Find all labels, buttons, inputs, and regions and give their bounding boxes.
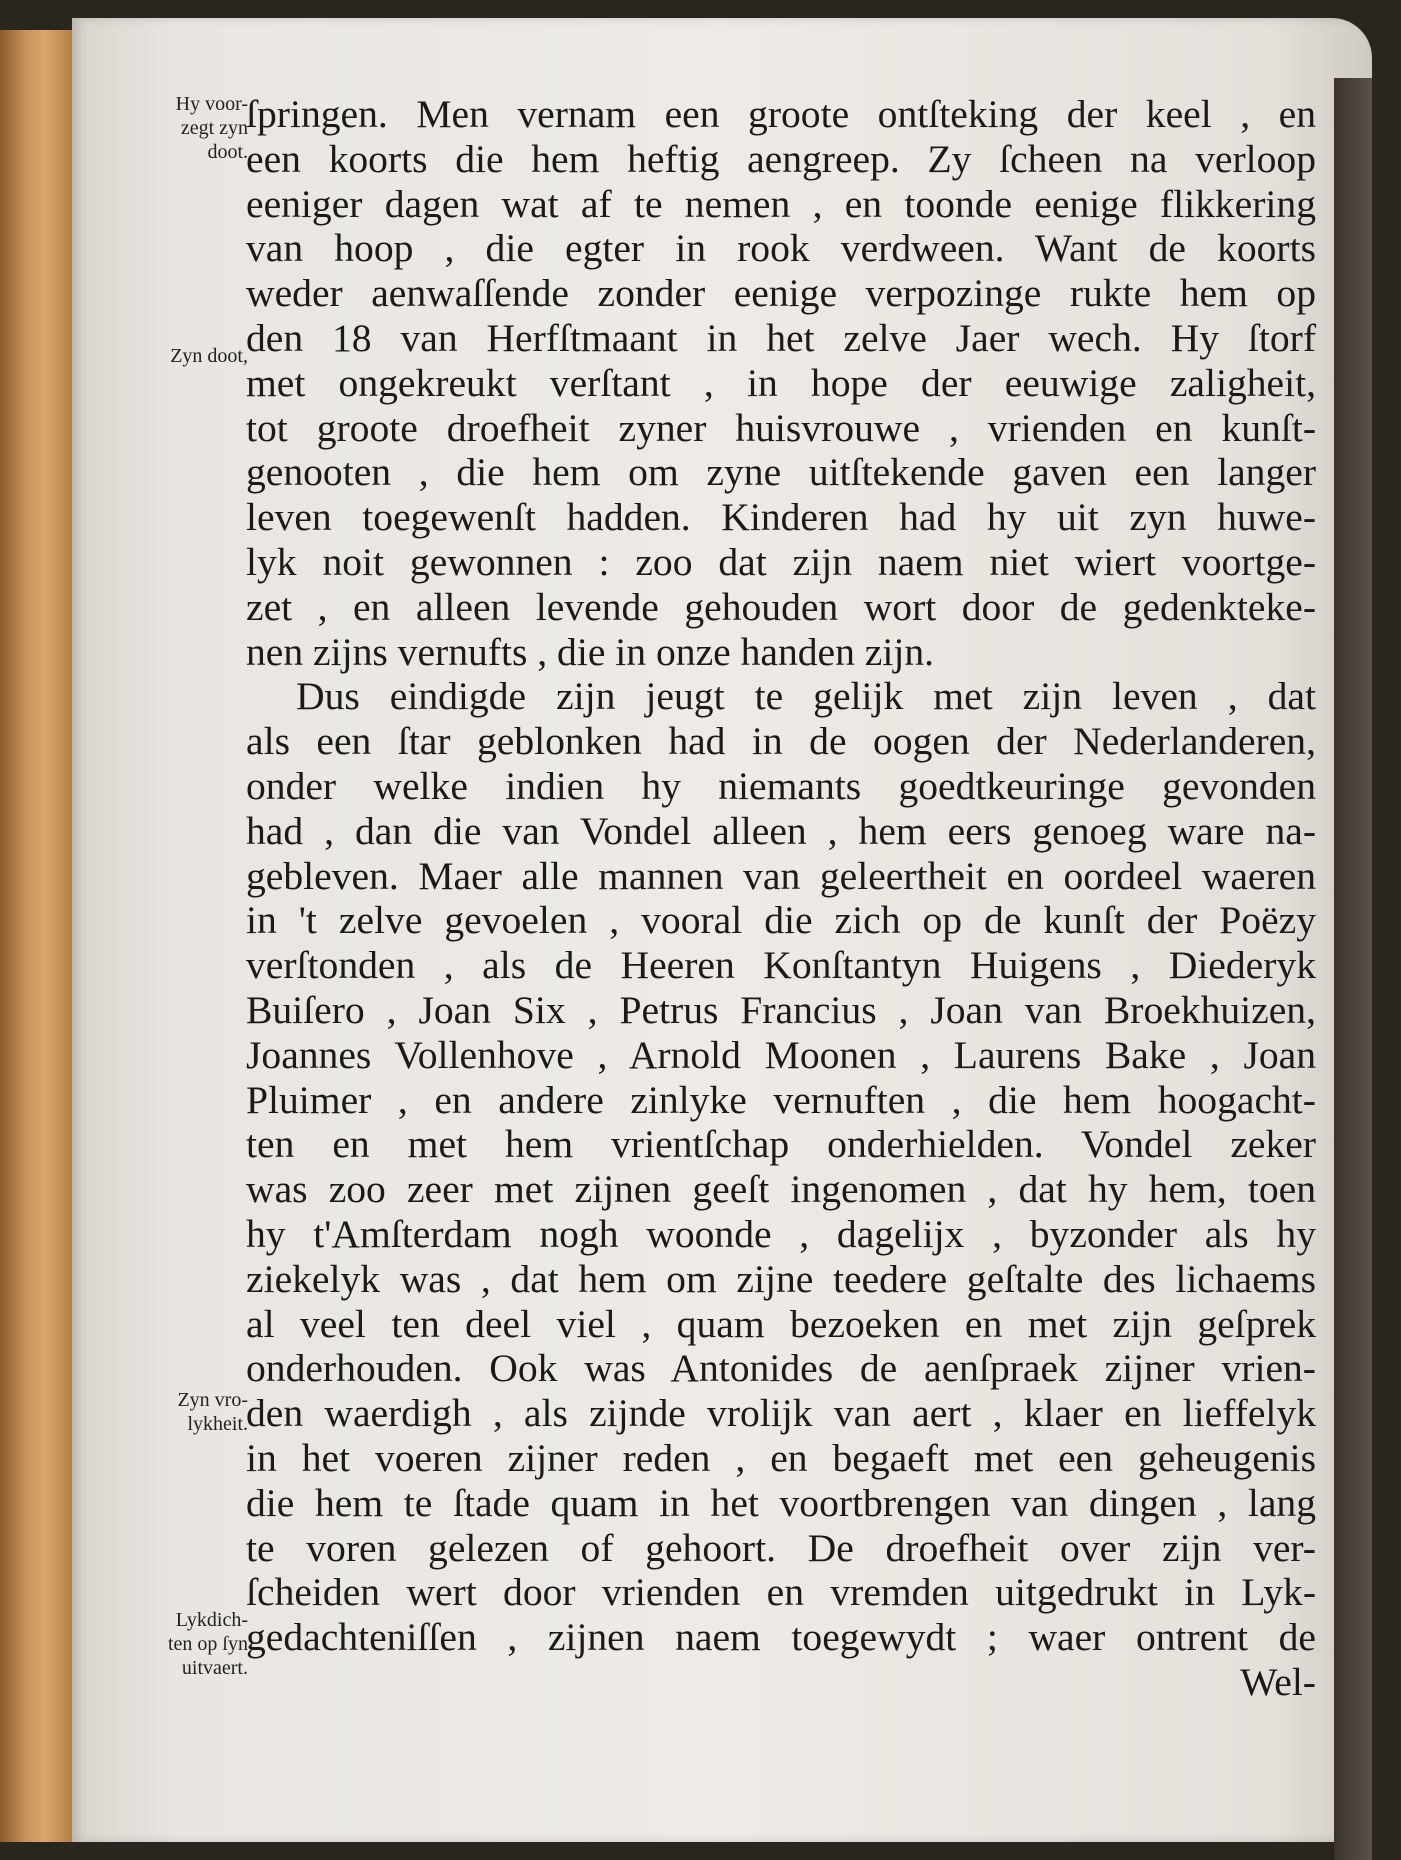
marginal-note-elegies xyxy=(108,1608,248,1680)
text-line: ſcheiden wert door vrienden en vremden uitgedrukt in Lyk- xyxy=(246,1570,1316,1615)
text-line: een koorts die hem heftig aengreep. Zy ſcheen na verloop xyxy=(246,136,1316,181)
marginal-line: Hy voor- xyxy=(175,93,248,115)
text-line: weder aenwaſſende zonder eenige verpozinge rukte hem op xyxy=(246,271,1316,316)
marginal-line: ten op ſyn xyxy=(168,1633,248,1655)
text-line: van hoop , die egter in rook verdween. Want de koorts xyxy=(246,226,1316,271)
text-line: Buiſero , Joan Six , Petrus Francius , Joan van Broekhuizen, xyxy=(246,987,1316,1032)
marginal-note-death xyxy=(108,344,248,368)
text-line: den waerdigh , als zijnde vrolijk van aert , klaer en lieffelyk xyxy=(246,1391,1316,1436)
marginal-line: lykheit. xyxy=(187,1413,248,1435)
text-line: leven toegewenſt hadden. Kinderen had hy uit zyn huwe- xyxy=(246,495,1316,540)
text-line: als een ſtar geblonken had in de oogen der Nederlanderen, xyxy=(246,719,1316,764)
marginal-line: zegt zyn xyxy=(180,117,248,139)
text-line: was zoo zeer met zijnen geeſt ingenomen , dat hy hem, toen xyxy=(246,1167,1316,1212)
text-line: Joannes Vollenhove , Arnold Moonen , Laurens Bake , Joan xyxy=(246,1032,1316,1077)
text-line: tot groote droefheit zyner huisvrouwe , vrienden en kunſt- xyxy=(246,405,1316,450)
text-line: in 't zelve gevoelen , vooral die zich op de kunſt der Poëzy xyxy=(246,898,1316,943)
marginal-line: Zyn vro- xyxy=(177,1389,248,1411)
marginal-note-prediction xyxy=(108,92,248,164)
marginal-line: Zyn doot, xyxy=(170,345,248,367)
text-line: gedachteniſſen , zijnen naem toegewydt ; waer ontrent de xyxy=(246,1615,1316,1660)
text-line: Dus eindigde zijn jeugt te gelijk met zijn leven , dat xyxy=(296,674,1316,719)
marginal-line: doot. xyxy=(207,141,248,163)
text-line: gebleven. Maer alle mannen van geleertheit en oordeel waeren xyxy=(246,853,1316,898)
text-line: ten en met hem vrientſchap onderhielden. Vondel zeker xyxy=(246,1122,1316,1167)
book-spine-edge xyxy=(0,30,75,1842)
text-line: ſpringen. Men vernam een groote ontſteking der keel , en xyxy=(246,92,1316,136)
text-line: Pluimer , en andere zinlyke vernuften , die hem hoogacht- xyxy=(246,1077,1316,1122)
text-line: in het voeren zijner reden , en begaeft met een geheugenis xyxy=(246,1435,1316,1480)
text-line: ziekelyk was , dat hem om zijne teedere geſtalte des lichaems xyxy=(246,1256,1316,1301)
text-line: had , dan die van Vondel alleen , hem eers genoeg ware na- xyxy=(246,808,1316,853)
text-line: den 18 van Herfſtmaant in het zelve Jaer wech. Hy ſtorf xyxy=(246,315,1316,360)
text-line: te voren gelezen of gehoort. De droefheit over zijn ver- xyxy=(246,1525,1316,1570)
text-line: nen zijns vernufts , die in onze handen zijn. xyxy=(246,629,935,674)
catchword: Wel- xyxy=(1240,1659,1316,1704)
text-line: die hem te ſtade quam in het voortbrengen van dingen , lang xyxy=(246,1480,1316,1525)
text-line: zet , en alleen levende gehouden wort door de gedenkteke- xyxy=(246,584,1316,629)
text-line: verſtonden , als de Heeren Konſtantyn Huigens , Diederyk xyxy=(246,943,1316,988)
text-line: lyk noit gewonnen : zoo dat zijn naem niet wiert voortge- xyxy=(246,539,1316,584)
text-line: hy t'Amſterdam nogh woonde , dagelijx , byzonder als hy xyxy=(246,1211,1316,1256)
main-text xyxy=(246,92,1316,1705)
marginal-line: uitvaert. xyxy=(181,1657,248,1679)
text-line: eeniger dagen wat af te nemen , en toonde eenige flikkering xyxy=(246,181,1316,226)
marginal-note-cheerfulness xyxy=(108,1388,248,1436)
text-line: onderhouden. Ook was Antonides de aenſpraek zijner vrien- xyxy=(246,1346,1316,1391)
marginal-line: Lykdich- xyxy=(175,1609,248,1631)
next-page-edge xyxy=(1334,78,1372,1860)
text-line: al veel ten deel viel , quam bezoeken en met zijn geſprek xyxy=(246,1301,1316,1346)
text-line: onder welke indien hy niemants goedtkeuringe gevonden xyxy=(246,763,1316,808)
text-line: met ongekreukt verſtant , in hope der eeuwige zaligheit, xyxy=(246,360,1316,405)
text-line: genooten , die hem om zyne uitſtekende gaven een langer xyxy=(246,450,1316,495)
